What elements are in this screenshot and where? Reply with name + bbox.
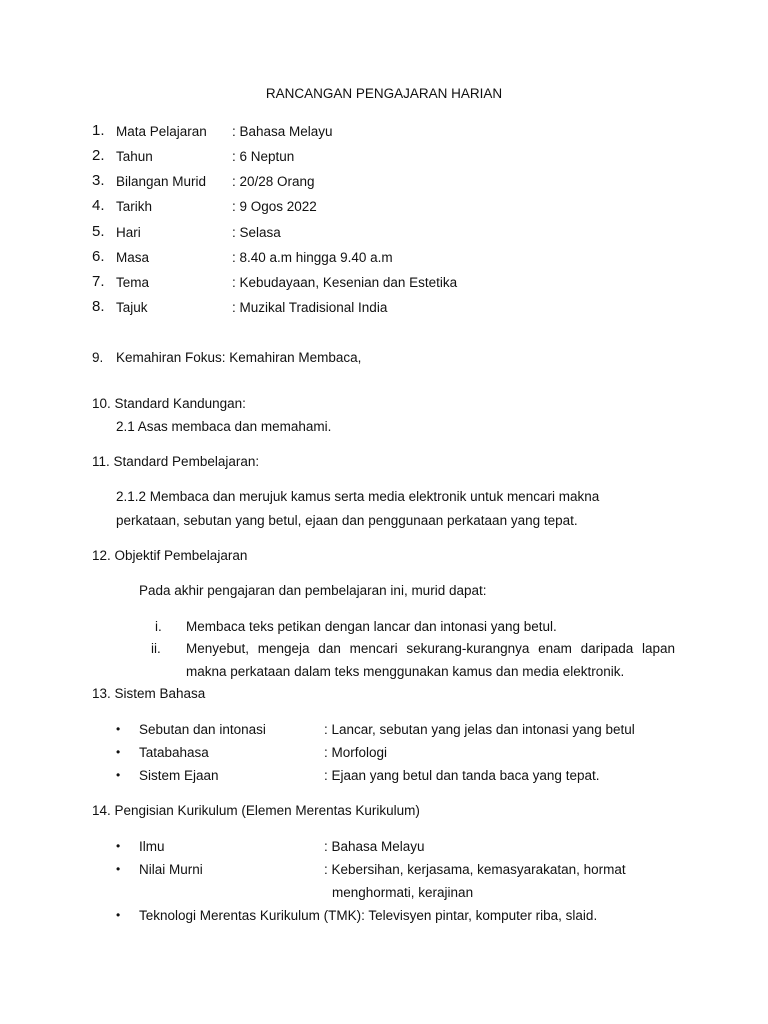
info-number: 5. bbox=[92, 223, 105, 240]
info-number: 4. bbox=[92, 197, 105, 214]
info-label: Mata Pelajaran bbox=[116, 124, 207, 139]
section-9-text: Kemahiran Fokus: Kemahiran Membaca, bbox=[116, 350, 362, 365]
info-value: : Selasa bbox=[232, 225, 281, 240]
info-number: 2. bbox=[92, 147, 105, 164]
info-value: : 9 Ogos 2022 bbox=[232, 199, 317, 214]
bullet-icon: • bbox=[116, 722, 121, 736]
section-9-number: 9. bbox=[92, 350, 104, 365]
info-label: Tarikh bbox=[116, 199, 153, 214]
curriculum-item-value-continued: menghormati, kerajinan bbox=[332, 885, 474, 900]
objective-text-continued: makna perkataan dalam teks menggunakan kamus dan media elektronik. bbox=[186, 664, 625, 679]
objective-number: i. bbox=[155, 619, 162, 634]
info-label: Tema bbox=[116, 275, 150, 290]
section-11-line: 2.1.2 Membaca dan merujuk kamus serta media elektronik untuk mencari makna bbox=[116, 489, 600, 504]
bullet-icon: • bbox=[116, 862, 121, 876]
curriculum-item-value: : Bahasa Melayu bbox=[324, 839, 425, 854]
section-12-intro: Pada akhir pengajaran dan pembelajaran ini, murid dapat: bbox=[139, 583, 487, 598]
info-number: 3. bbox=[92, 172, 105, 189]
info-value: : 8.40 a.m hingga 9.40 a.m bbox=[232, 250, 393, 265]
language-item-value: : Morfologi bbox=[324, 745, 388, 760]
info-label: Bilangan Murid bbox=[116, 174, 207, 189]
info-number: 8. bbox=[92, 298, 105, 315]
language-item-value: : Lancar, sebutan yang jelas dan intonasi yang betul bbox=[324, 722, 635, 737]
bullet-icon: • bbox=[116, 745, 121, 759]
info-label: Tahun bbox=[116, 149, 153, 164]
objective-text: Menyebut, mengeja dan mencari sekurang-kurangnya enam daripada lapan bbox=[186, 641, 675, 656]
curriculum-item-value: : Kebersihan, kerjasama, kemasyarakatan, hormat bbox=[324, 862, 626, 877]
section-13-heading: 13. Sistem Bahasa bbox=[92, 686, 206, 701]
language-item-label: Sebutan dan intonasi bbox=[139, 722, 266, 737]
info-label: Masa bbox=[116, 250, 150, 265]
info-value: : Muzikal Tradisional India bbox=[232, 300, 388, 315]
info-label: Tajuk bbox=[116, 300, 148, 315]
info-value: : Bahasa Melayu bbox=[232, 124, 333, 139]
language-item-label: Tatabahasa bbox=[139, 745, 209, 760]
language-item-label: Sistem Ejaan bbox=[139, 768, 219, 783]
language-item-value: : Ejaan yang betul dan tanda baca yang tepat. bbox=[324, 768, 600, 783]
section-10-item: 2.1 Asas membaca dan memahami. bbox=[116, 419, 332, 434]
curriculum-item-label: Ilmu bbox=[139, 839, 165, 854]
section-14-heading: 14. Pengisian Kurikulum (Elemen Merentas Kurikulum) bbox=[92, 803, 420, 818]
info-value: : 20/28 Orang bbox=[232, 174, 315, 189]
info-number: 1. bbox=[92, 122, 105, 139]
bullet-icon: • bbox=[116, 908, 121, 922]
section-11-line: perkataan, sebutan yang betul, ejaan dan penggunaan perkataan yang tepat. bbox=[116, 513, 578, 528]
section-11-heading: 11. Standard Pembelajaran: bbox=[92, 454, 260, 469]
bullet-icon: • bbox=[116, 768, 121, 782]
info-value: : Kebudayaan, Kesenian dan Estetika bbox=[232, 275, 458, 290]
section-10-heading: 10. Standard Kandungan: bbox=[92, 396, 246, 411]
info-number: 7. bbox=[92, 273, 105, 290]
section-12-heading: 12. Objektif Pembelajaran bbox=[92, 548, 248, 563]
info-value: : 6 Neptun bbox=[232, 149, 295, 164]
curriculum-tmk-text: Teknologi Merentas Kurikulum (TMK): Televisyen pintar, komputer riba, slaid. bbox=[139, 908, 598, 923]
info-label: Hari bbox=[116, 225, 141, 240]
bullet-icon: • bbox=[116, 839, 121, 853]
document-title: RANCANGAN PENGAJARAN HARIAN bbox=[265, 86, 503, 101]
info-number: 6. bbox=[92, 248, 105, 265]
curriculum-item-label: Nilai Murni bbox=[139, 862, 203, 877]
objective-text: Membaca teks petikan dengan lancar dan intonasi yang betul. bbox=[186, 619, 557, 634]
objective-number: ii. bbox=[151, 641, 161, 656]
